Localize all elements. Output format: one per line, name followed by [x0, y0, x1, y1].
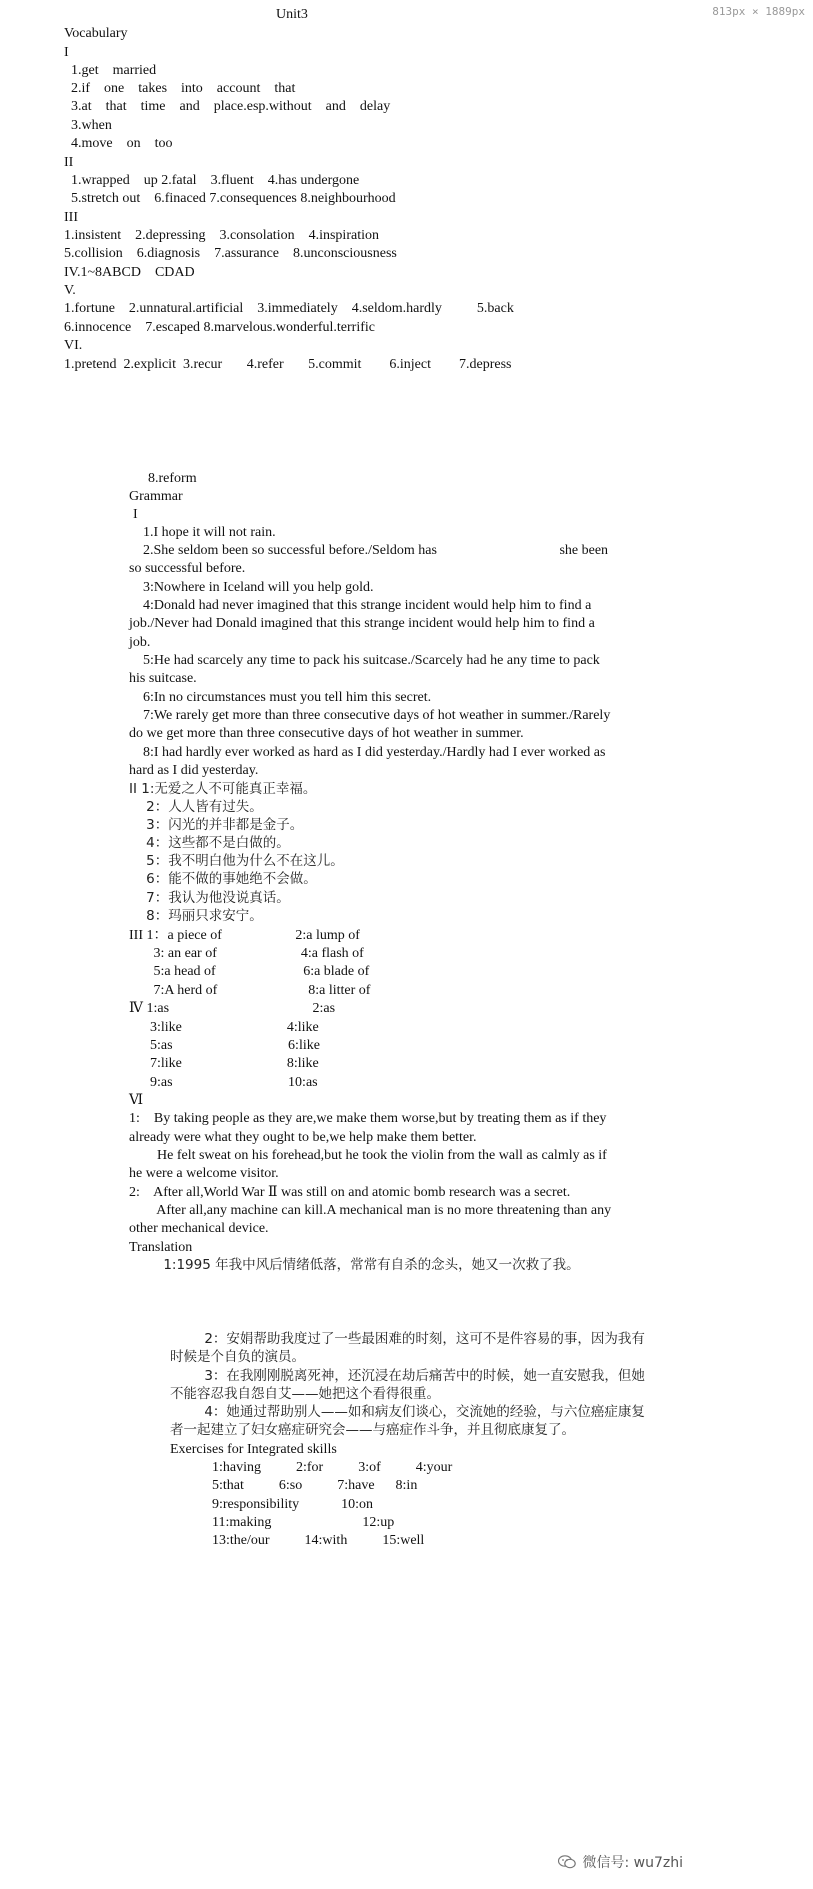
vocab-line: 5.stretch out 6.finaced 7.consequences 8.neighbourhood	[64, 191, 396, 206]
grammar-line: do we get more than three consecutive days of hot weather in summer.	[129, 726, 524, 741]
section-roman-2: II	[64, 155, 74, 170]
translation-line: 3：在我刚刚脱离死神，还沉浸在劫后痛苦中的时候，她一直安慰我，但她	[170, 1368, 645, 1384]
section-roman-6: Ⅵ	[129, 1093, 144, 1108]
grammar-line: 1: By taking people as they are,we make them worse,but by treating them as if they	[129, 1111, 607, 1126]
answer-line: 13:the/our 14:with 15:well	[170, 1533, 425, 1548]
section-roman-1: I	[133, 507, 138, 522]
answer-line: Ⅳ 1:as 2:as	[129, 1001, 336, 1016]
translation-line: 5：我不明白他为什么不在这儿。	[129, 853, 344, 869]
grammar-line: job.	[129, 635, 151, 650]
vocabulary-heading: Vocabulary	[64, 26, 128, 41]
wechat-watermark	[558, 1852, 683, 1872]
grammar-line: 2.She seldom been so successful before./Seldom has she been	[129, 543, 609, 558]
wechat-icon	[558, 1855, 576, 1869]
unit-title: Unit3	[276, 7, 308, 22]
vocab-line: 8.reform	[148, 471, 197, 486]
translation-line: 不能容忍我自怨自艾——她把这个看得很重。	[170, 1386, 440, 1402]
section-roman-3: III	[64, 210, 78, 225]
translation-heading: Translation	[129, 1240, 193, 1255]
translation-line: 3：闪光的并非都是金子。	[129, 817, 304, 833]
phrase-line: 5:a head of 6:a blade of	[129, 964, 370, 979]
vocab-line: 1.fortune 2.unnatural.artificial 3.immediately 4.seldom.hardly 5.back	[64, 301, 514, 316]
grammar-line: other mechanical device.	[129, 1221, 269, 1236]
translation-line: 1:1995 年我中风后情绪低落，常常有自杀的念头，她又一次救了我。	[129, 1257, 580, 1273]
size-label: 813px × 1889px	[712, 5, 805, 18]
answer-line: 11:making 12:up	[170, 1515, 395, 1530]
grammar-line: hard as I did yesterday.	[129, 763, 259, 778]
grammar-line: his suitcase.	[129, 671, 197, 686]
grammar-line: 4:Donald had never imagined that this strange incident would help him to find a	[129, 598, 592, 613]
translation-line: 7：我认为他没说真话。	[129, 890, 290, 906]
section-roman-4-answers: IV.1~8ABCD CDAD	[64, 265, 195, 280]
section-roman-5: V.	[64, 283, 76, 298]
grammar-line: 8:I had hardly ever worked as hard as I did yesterday./Hardly had I ever worked as	[129, 745, 606, 760]
translation-line: 6：能不做的事她绝不会做。	[129, 871, 317, 887]
vocab-line: 5.collision 6.diagnosis 7.assurance 8.unconsciousness	[64, 246, 397, 261]
answer-line: 7:like 8:like	[129, 1056, 319, 1071]
grammar-line: 7:We rarely get more than three consecutive days of hot weather in summer./Rarely	[129, 708, 611, 723]
grammar-line: he were a welcome visitor.	[129, 1166, 279, 1181]
answer-line: 5:as 6:like	[129, 1038, 320, 1053]
vocab-line: 1.insistent 2.depressing 3.consolation 4.inspiration	[64, 228, 379, 243]
answer-line: 1:having 2:for 3:of 4:your	[170, 1460, 453, 1475]
vocab-line: 2.if one takes into account that	[64, 81, 296, 96]
translation-line: 者一起建立了妇女癌症研究会——与癌症作斗争，并且彻底康复了。	[170, 1422, 575, 1438]
translation-line: 2：人人皆有过失。	[129, 799, 263, 815]
section-roman-1: I	[64, 45, 69, 60]
grammar-heading: Grammar	[129, 489, 183, 504]
grammar-line: already were what they ought to be,we help make them better.	[129, 1130, 477, 1145]
answer-line: 3:like 4:like	[129, 1020, 319, 1035]
translation-line: 8：玛丽只求安宁。	[129, 908, 263, 924]
translation-line: 时候是个自负的演员。	[170, 1349, 305, 1365]
grammar-line: 5:He had scarcely any time to pack his suitcase./Scarcely had he any time to pack	[129, 653, 600, 668]
grammar-line: 1.I hope it will not rain.	[129, 525, 276, 540]
translation-line: 4：她通过帮助别人——如和病友们谈心，交流她的经验，与六位癌症康复	[170, 1404, 645, 1420]
phrase-line: 3: an ear of 4:a flash of	[129, 946, 364, 961]
translation-line: II 1:无爱之人不可能真正幸福。	[129, 781, 317, 797]
watermark-text: 微信号: wu7zhi	[582, 1855, 683, 1871]
phrase-line: III 1：a piece of 2:a lump of	[129, 928, 360, 943]
grammar-line: 6:In no circumstances must you tell him this secret.	[129, 690, 432, 705]
vocab-line: 4.move on too	[64, 136, 173, 151]
vocab-line: 3.at that time and place.esp.without and delay	[64, 99, 391, 114]
answer-line: 9:as 10:as	[129, 1075, 318, 1090]
vocab-line: 1.pretend 2.explicit 3.recur 4.refer 5.commit 6.inject 7.depress	[64, 357, 512, 372]
grammar-line: so successful before.	[129, 561, 246, 576]
translation-line: 2：安娟帮助我度过了一些最困难的时刻，这可不是件容易的事，因为我有	[170, 1331, 645, 1347]
phrase-line: 7:A herd of 8:a litter of	[129, 983, 371, 998]
grammar-line: 2: After all,World War Ⅱ was still on and atomic bomb research was a secret.	[129, 1185, 571, 1200]
grammar-line: job./Never had Donald imagined that this strange incident would help him to find a	[129, 616, 595, 631]
vocab-line: 6.innocence 7.escaped 8.marvelous.wonderful.terrific	[64, 320, 375, 335]
grammar-line: He felt sweat on his forehead,but he took the violin from the wall as calmly as if	[129, 1148, 607, 1163]
translation-line: 4：这些都不是白做的。	[129, 835, 290, 851]
integrated-skills-heading: Exercises for Integrated skills	[170, 1442, 337, 1457]
vocab-line: 1.get married	[64, 63, 157, 78]
answer-line: 5:that 6:so 7:have 8:in	[170, 1478, 418, 1493]
vocab-line: 3.when	[64, 118, 112, 133]
grammar-line: After all,any machine can kill.A mechanical man is no more threatening than any	[129, 1203, 612, 1218]
section-roman-6: VI.	[64, 338, 83, 353]
grammar-line: 3:Nowhere in Iceland will you help gold.	[129, 580, 374, 595]
vocab-line: 1.wrapped up 2.fatal 3.fluent 4.has undergone	[64, 173, 360, 188]
answer-line: 9:responsibility 10:on	[170, 1497, 373, 1512]
